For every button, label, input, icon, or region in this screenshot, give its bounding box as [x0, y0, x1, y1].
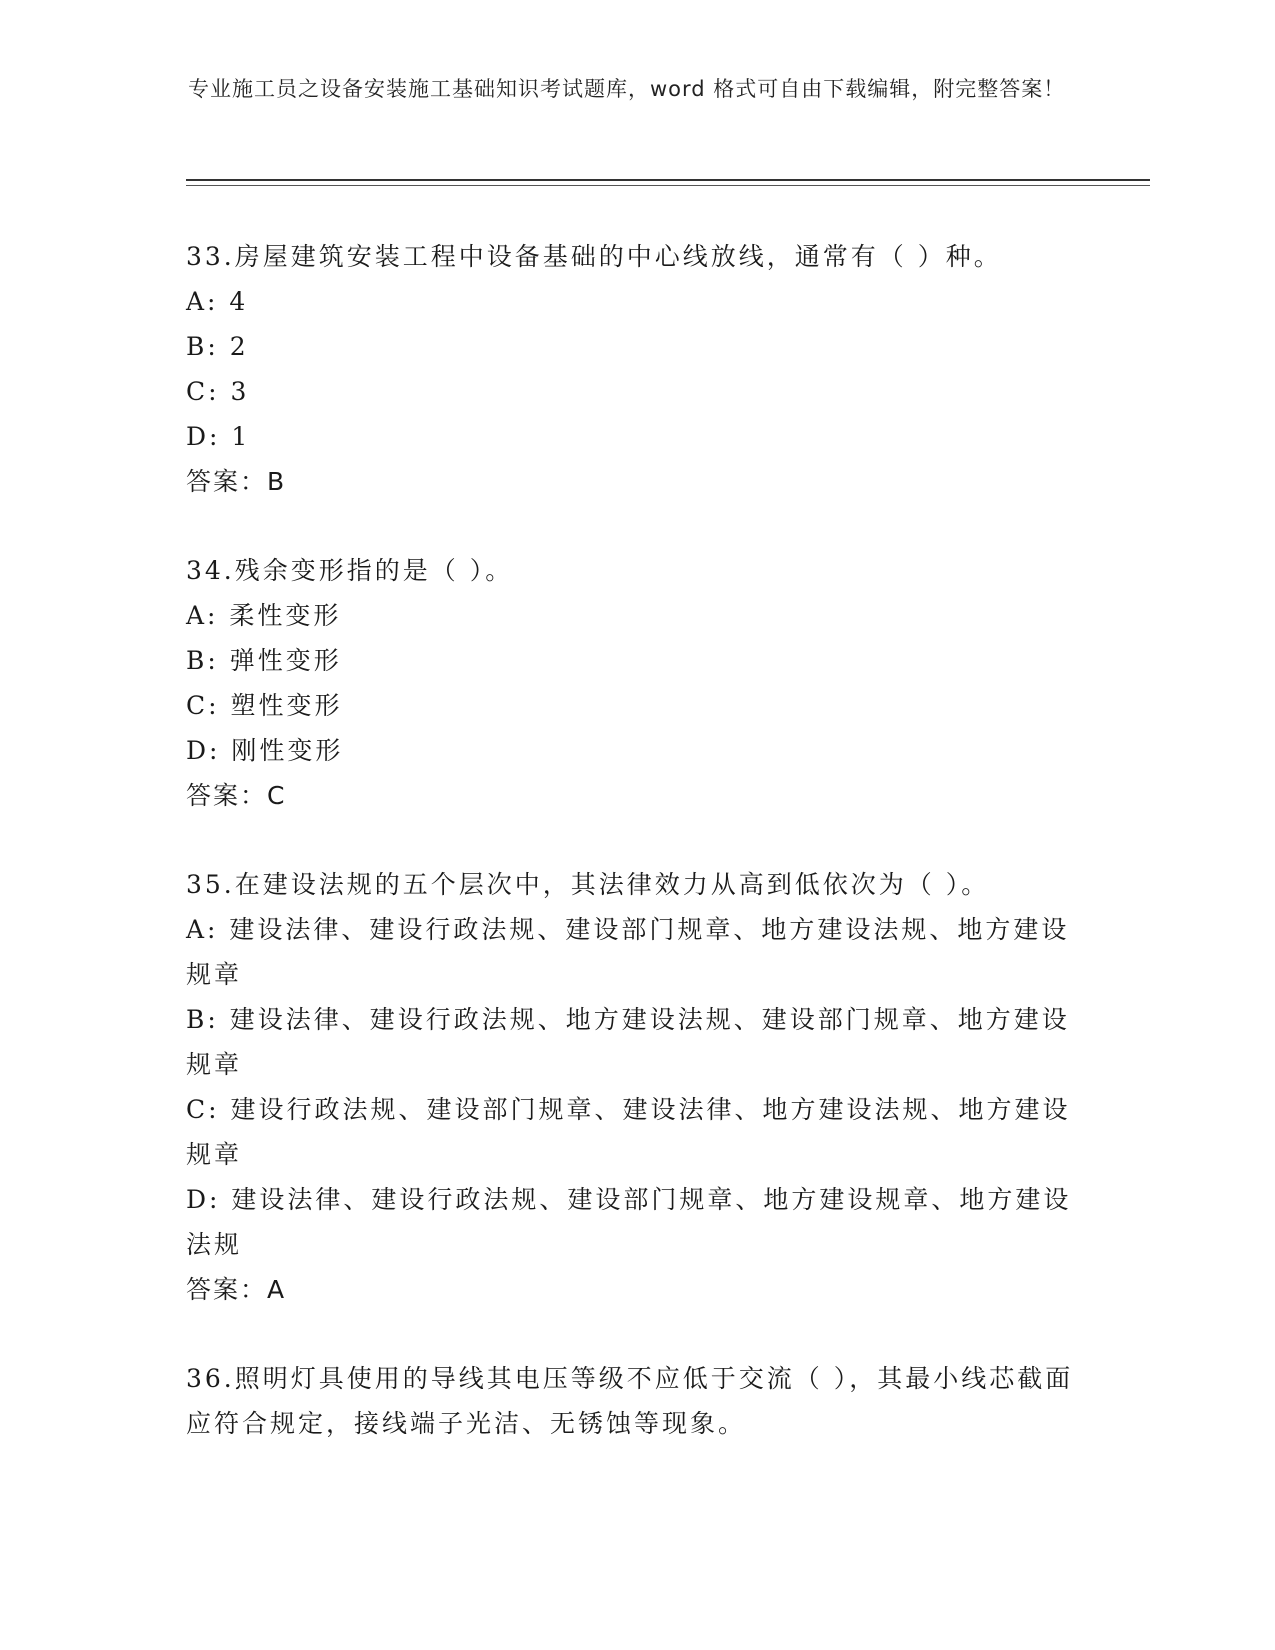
option-a: A: 柔性变形 [186, 601, 342, 630]
question-34 [186, 548, 1086, 818]
option-b: B: 弹性变形 [186, 646, 342, 675]
option-c: C: 塑性变形 [186, 691, 343, 720]
option-d: D: 刚性变形 [186, 736, 344, 765]
question-stem: 35.在建设法规的五个层次中，其法律效力从高到低依次为（ ）。 [186, 870, 990, 899]
option-c: C: 建设行政法规、建设部门规章、建设法律、地方建设法规、地方建设规章 [186, 1095, 1071, 1169]
header-rule-thin [186, 185, 1150, 186]
option-b: B: 建设法律、建设行政法规、地方建设法规、建设部门规章、地方建设规章 [186, 1005, 1070, 1079]
question-list [186, 234, 1086, 1490]
answer-line: 答案：B [186, 467, 287, 496]
question-36 [186, 1356, 1086, 1446]
option-a: A: 4 [186, 287, 249, 316]
answer-line: 答案：C [186, 781, 287, 810]
question-33 [186, 234, 1086, 504]
question-stem: 33.房屋建筑安装工程中设备基础的中心线放线，通常有（ ）种。 [186, 242, 1002, 271]
question-stem: 34.残余变形指的是（ ）。 [186, 556, 514, 585]
question-35 [186, 862, 1086, 1312]
answer-line: 答案：A [186, 1275, 287, 1304]
option-a: A: 建设法律、建设行政法规、建设部门规章、地方建设法规、地方建设规章 [186, 915, 1070, 989]
option-b: B: 2 [186, 332, 249, 361]
question-stem: 36.照明灯具使用的导线其电压等级不应低于交流（ ），其最小线芯截面应符合规定，接线端子光洁、无锈蚀等现象。 [186, 1364, 1074, 1438]
option-c: C: 3 [186, 377, 250, 406]
header-rule-thick [186, 179, 1150, 181]
document-header: 专业施工员之设备安装施工基础知识考试题库，word 格式可自由下载编辑，附完整答案！ [188, 77, 1066, 101]
option-d: D: 建设法律、建设行政法规、建设部门规章、地方建设规章、地方建设法规 [186, 1185, 1072, 1259]
option-d: D: 1 [186, 422, 251, 451]
